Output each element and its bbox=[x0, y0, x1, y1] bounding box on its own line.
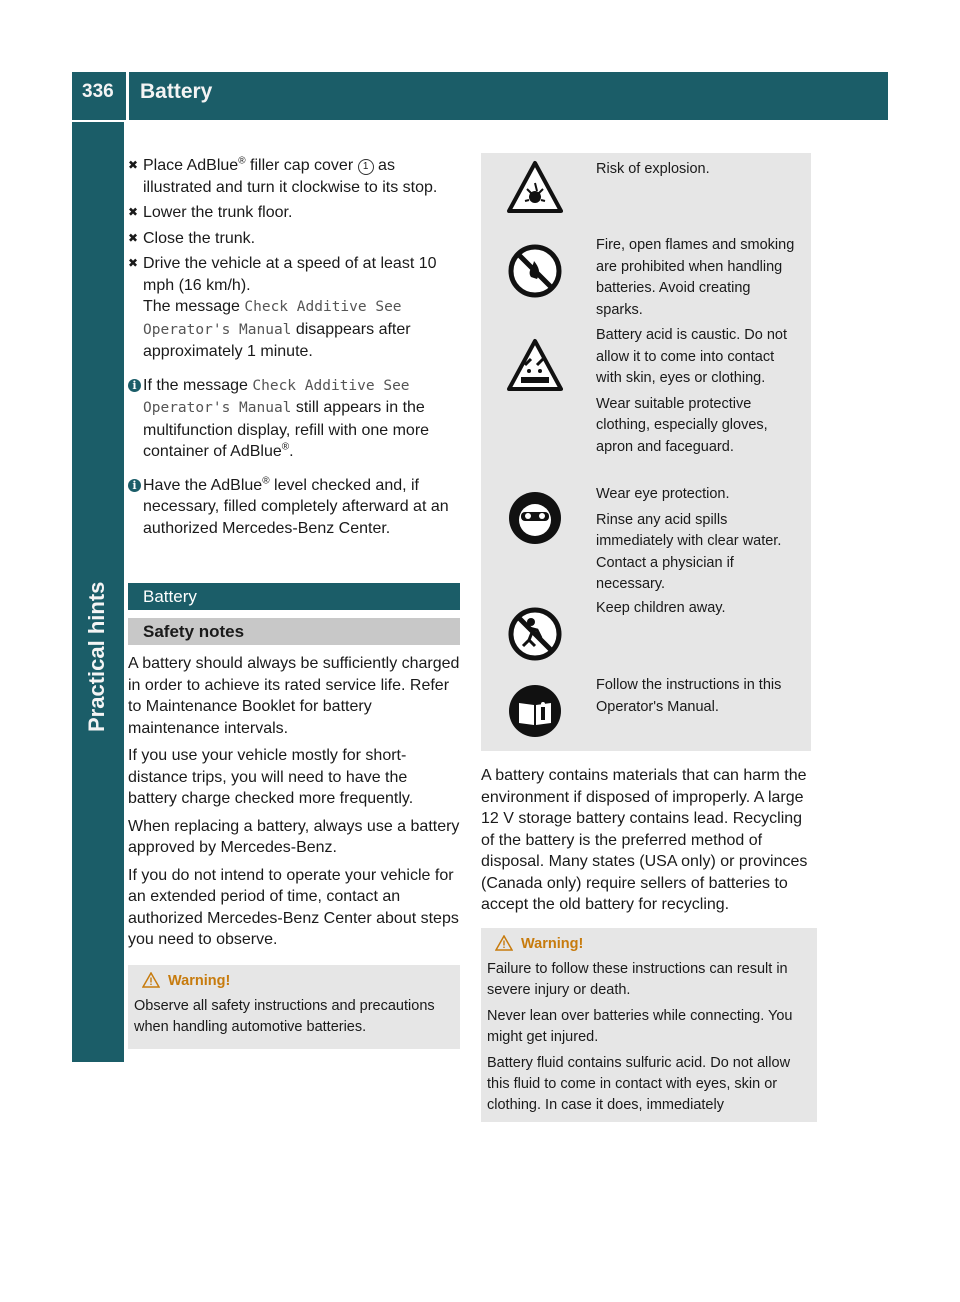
display-message: Check Additive See Operator's Manual bbox=[143, 299, 402, 338]
symbol-text: Wear suitable protective clothing, especially gloves, apron and faceguard. bbox=[596, 395, 768, 455]
step-arrow-icon: ✖ bbox=[128, 158, 139, 172]
left-column bbox=[128, 155, 460, 1049]
step-item: ✖ Lower the trunk floor. bbox=[128, 202, 460, 224]
section-title: Battery bbox=[128, 583, 460, 610]
info-note: i If the message Check Additive See Operator's Manual still appears in the multifunction display, refill with one more container of AdBlue®. bbox=[128, 375, 460, 463]
symbol-text: Follow the instructions in this Operator's Manual. bbox=[596, 677, 782, 715]
body-text bbox=[128, 653, 460, 951]
warning-text: Never lean over batteries while connecting. You might get injured. bbox=[487, 1007, 793, 1045]
paragraph: When replacing a battery, always use a battery approved by Mercedes-Benz. bbox=[128, 817, 460, 856]
info-icon: i bbox=[128, 479, 141, 492]
step-arrow-icon: ✖ bbox=[128, 205, 139, 219]
info-icon: i bbox=[128, 379, 141, 392]
warning-text: Observe all safety instructions and precautions when handling automotive batteries. bbox=[134, 997, 435, 1035]
subsection-title: Safety notes bbox=[128, 618, 460, 645]
symbol-text: Wear eye protection. bbox=[596, 486, 730, 502]
step-arrow-icon: ✖ bbox=[128, 230, 139, 245]
callout-number: 1 bbox=[358, 159, 374, 175]
explosion-warning-icon bbox=[507, 159, 563, 215]
right-column bbox=[481, 765, 817, 1122]
display-message: Check Additive See Operator's Manual bbox=[143, 377, 410, 416]
symbol-text: Fire, open flames and smoking are prohibited when handling batteries. Avoid creating sparks. bbox=[596, 237, 795, 318]
warning-text: Failure to follow these instructions can result in severe injury or death. bbox=[487, 960, 788, 998]
read-manual-icon bbox=[507, 683, 563, 739]
chapter-side-tab bbox=[72, 122, 124, 1062]
warning-triangle-icon bbox=[495, 935, 513, 951]
page-number: 336 bbox=[82, 81, 114, 102]
warning-triangle-icon bbox=[142, 972, 160, 988]
symbol-text: Battery acid is caustic. Do not allow it to come into contact with skin, eyes or clothing. bbox=[596, 327, 787, 386]
paragraph: If you do not intend to operate your vehicle for an extended period of time, contact an authorized Mercedes-Benz Center about steps you need to observe. bbox=[128, 866, 459, 948]
warning-title: Warning! bbox=[134, 971, 454, 992]
safety-symbols-box bbox=[481, 153, 811, 751]
warning-box bbox=[128, 965, 460, 1049]
symbol-text: Keep children away. bbox=[596, 600, 726, 616]
warning-box bbox=[481, 928, 817, 1122]
paragraph: A battery should always be sufficiently charged in order to achieve its rated service life. Refer to Maintenance Booklet for battery maintenance intervals. bbox=[128, 655, 460, 737]
step-arrow-icon: ✖ bbox=[128, 256, 139, 270]
page-header bbox=[72, 72, 888, 120]
step-item: ✖ Close the trunk. bbox=[128, 228, 460, 250]
info-note: i Have the AdBlue® level checked and, if necessary, filled completely afterward at an authorized Mercedes-Benz Center. bbox=[128, 475, 460, 540]
chapter-label: Practical hints bbox=[84, 581, 109, 732]
step-item: ✖ Drive the vehicle at a speed of at least 10 mph (16 km/h). The message Check Additive See Operator's Manual disappears after approximately 1 minute. bbox=[128, 255, 437, 360]
step-item: ✖ Place AdBlue® filler cap cover 1 as illustrated and turn it clockwise to its stop. bbox=[128, 155, 438, 196]
page-title: Battery bbox=[140, 80, 213, 103]
paragraph: A battery contains materials that can harm the environment if disposed of improperly. A large 12 V storage battery contains lead. Recycling of the battery is the preferred method of disposal. Many states (USA only) or provinces (Canada only) require sellers of batteries to accept the old battery for recycling. bbox=[481, 767, 808, 913]
warning-title: Warning! bbox=[487, 934, 811, 955]
symbol-text: Rinse any acid spills immediately with clear water. Contact a physician if necessary. bbox=[596, 511, 782, 592]
paragraph: If you use your vehicle mostly for short-distance trips, you will need to have the battery charge checked more frequently. bbox=[128, 747, 414, 807]
symbol-text: Risk of explosion. bbox=[596, 161, 710, 177]
keep-children-away-icon bbox=[507, 606, 563, 662]
header-divider bbox=[126, 72, 129, 120]
eye-protection-icon bbox=[507, 490, 563, 546]
corrosive-warning-icon bbox=[507, 337, 563, 393]
no-fire-icon bbox=[507, 243, 563, 299]
warning-text: Battery fluid contains sulfuric acid. Do not allow this fluid to come in contact with eyes, skin or clothing. In case it does, immediately bbox=[487, 1054, 791, 1113]
